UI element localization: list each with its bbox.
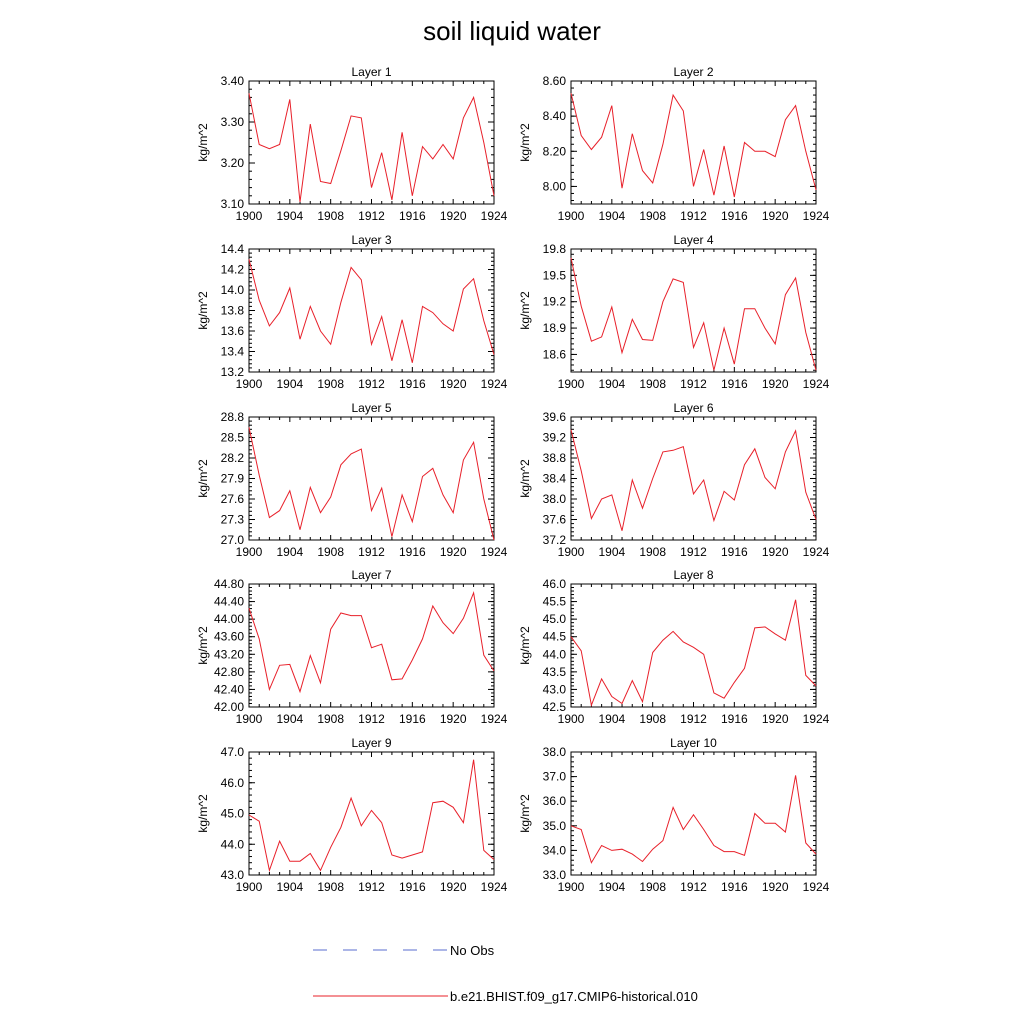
y-tick-label: 14.0 bbox=[220, 283, 244, 297]
legend bbox=[313, 943, 698, 1004]
y-tick-label: 33.0 bbox=[542, 868, 566, 882]
y-tick-label: 44.00 bbox=[213, 612, 244, 627]
y-tick-label: 38.4 bbox=[542, 471, 566, 486]
x-tick-label: 1908 bbox=[317, 377, 345, 391]
y-tick-label: 14.2 bbox=[220, 262, 244, 277]
y-tick-label: 35.0 bbox=[542, 818, 566, 833]
y-tick-label: 28.8 bbox=[220, 410, 244, 424]
x-tick-label: 1904 bbox=[598, 545, 626, 559]
x-tick-label: 1920 bbox=[439, 209, 467, 223]
y-axis-label: kg/m^2 bbox=[196, 626, 210, 665]
x-tick-label: 1904 bbox=[276, 880, 304, 894]
x-tick-label: 1900 bbox=[235, 880, 263, 894]
y-tick-label: 19.2 bbox=[542, 294, 566, 309]
y-tick-label: 34.0 bbox=[542, 843, 566, 858]
x-tick-label: 1904 bbox=[276, 377, 304, 391]
panel-title: Layer 1 bbox=[351, 65, 392, 79]
y-tick-label: 43.0 bbox=[220, 868, 244, 882]
x-tick-label: 1908 bbox=[639, 545, 667, 559]
x-tick-label: 1912 bbox=[680, 377, 707, 391]
series-line bbox=[249, 760, 494, 871]
y-axis-label: kg/m^2 bbox=[518, 794, 532, 833]
plot-frame bbox=[249, 249, 494, 372]
x-tick-label: 1920 bbox=[761, 880, 789, 894]
y-tick-label: 37.0 bbox=[542, 769, 566, 784]
y-tick-label: 13.4 bbox=[220, 344, 244, 359]
y-tick-label: 13.8 bbox=[220, 303, 244, 318]
y-tick-label: 8.20 bbox=[542, 144, 566, 159]
y-tick-label: 13.6 bbox=[220, 324, 244, 338]
x-tick-label: 1908 bbox=[639, 377, 667, 391]
x-tick-label: 1916 bbox=[720, 209, 748, 223]
series-line bbox=[249, 259, 494, 363]
y-tick-label: 28.5 bbox=[220, 430, 244, 445]
panel-title: Layer 8 bbox=[673, 568, 714, 582]
y-tick-label: 39.6 bbox=[542, 410, 566, 424]
x-tick-label: 1908 bbox=[317, 545, 345, 559]
panel-title: Layer 9 bbox=[351, 736, 392, 750]
panel-2 bbox=[518, 65, 830, 223]
y-axis-label: kg/m^2 bbox=[196, 291, 210, 330]
x-tick-label: 1904 bbox=[598, 880, 626, 894]
x-tick-label: 1916 bbox=[720, 712, 748, 726]
y-tick-label: 8.60 bbox=[542, 74, 566, 88]
x-tick-label: 1924 bbox=[802, 377, 830, 391]
series-line bbox=[571, 775, 816, 862]
series-line bbox=[571, 258, 816, 370]
x-tick-label: 1912 bbox=[680, 880, 707, 894]
x-tick-label: 1924 bbox=[802, 209, 830, 223]
y-axis-label: kg/m^2 bbox=[518, 123, 532, 162]
y-tick-label: 3.10 bbox=[220, 197, 244, 211]
x-tick-label: 1916 bbox=[720, 377, 748, 391]
panel-title: Layer 5 bbox=[351, 401, 392, 415]
x-tick-label: 1908 bbox=[639, 712, 667, 726]
x-tick-label: 1912 bbox=[680, 209, 707, 223]
x-tick-label: 1908 bbox=[317, 209, 345, 223]
y-tick-label: 45.0 bbox=[542, 612, 566, 627]
plot-frame bbox=[249, 417, 494, 540]
x-tick-label: 1900 bbox=[557, 377, 585, 391]
y-tick-label: 42.00 bbox=[213, 700, 244, 714]
series-line bbox=[571, 430, 816, 531]
y-tick-label: 27.3 bbox=[220, 512, 244, 527]
y-tick-label: 47.0 bbox=[220, 745, 244, 759]
panel-title: Layer 4 bbox=[673, 233, 714, 247]
y-tick-label: 44.0 bbox=[220, 837, 244, 852]
y-tick-label: 8.40 bbox=[542, 109, 566, 124]
x-tick-label: 1908 bbox=[639, 880, 667, 894]
y-axis-label: kg/m^2 bbox=[196, 794, 210, 833]
y-tick-label: 19.8 bbox=[542, 242, 566, 256]
y-tick-label: 37.2 bbox=[542, 533, 566, 547]
x-tick-label: 1924 bbox=[480, 377, 508, 391]
y-tick-label: 45.0 bbox=[220, 806, 244, 821]
x-tick-label: 1908 bbox=[639, 209, 667, 223]
y-tick-label: 45.5 bbox=[542, 594, 566, 609]
y-tick-label: 43.60 bbox=[213, 629, 244, 644]
x-tick-label: 1912 bbox=[358, 209, 385, 223]
y-tick-label: 43.20 bbox=[213, 647, 244, 662]
x-tick-label: 1924 bbox=[802, 545, 830, 559]
x-tick-label: 1908 bbox=[317, 712, 345, 726]
x-tick-label: 1904 bbox=[276, 545, 304, 559]
y-tick-label: 38.0 bbox=[542, 745, 566, 759]
series-line bbox=[249, 593, 494, 692]
x-tick-label: 1900 bbox=[557, 712, 585, 726]
x-tick-label: 1916 bbox=[720, 880, 748, 894]
x-tick-label: 1912 bbox=[358, 712, 385, 726]
series-line bbox=[249, 93, 494, 202]
x-tick-label: 1904 bbox=[598, 712, 626, 726]
y-tick-label: 44.0 bbox=[542, 647, 566, 662]
y-tick-label: 46.0 bbox=[220, 775, 244, 790]
series-line bbox=[571, 600, 816, 705]
x-tick-label: 1920 bbox=[761, 712, 789, 726]
y-tick-label: 8.00 bbox=[542, 179, 566, 194]
y-tick-label: 18.9 bbox=[542, 321, 566, 336]
y-tick-label: 36.0 bbox=[542, 794, 566, 809]
series-line bbox=[571, 93, 816, 197]
x-tick-label: 1920 bbox=[761, 209, 789, 223]
y-tick-label: 44.5 bbox=[542, 629, 566, 644]
y-tick-label: 3.30 bbox=[220, 115, 244, 129]
x-tick-label: 1912 bbox=[680, 545, 707, 559]
x-tick-label: 1916 bbox=[720, 545, 748, 559]
panel-10 bbox=[518, 736, 830, 894]
x-tick-label: 1920 bbox=[439, 880, 467, 894]
y-tick-label: 42.40 bbox=[213, 682, 244, 697]
x-tick-label: 1904 bbox=[598, 209, 626, 223]
panel-3 bbox=[196, 233, 508, 391]
y-tick-label: 13.2 bbox=[220, 365, 244, 379]
y-tick-label: 27.9 bbox=[220, 471, 244, 486]
y-tick-label: 46.0 bbox=[542, 577, 566, 591]
x-tick-label: 1924 bbox=[802, 712, 830, 726]
x-tick-label: 1920 bbox=[439, 712, 467, 726]
x-tick-label: 1904 bbox=[598, 377, 626, 391]
x-tick-label: 1900 bbox=[557, 880, 585, 894]
x-tick-label: 1920 bbox=[761, 545, 789, 559]
figure-title: soil liquid water bbox=[423, 16, 601, 46]
x-tick-label: 1924 bbox=[480, 712, 508, 726]
y-tick-label: 27.6 bbox=[220, 492, 244, 506]
x-tick-label: 1900 bbox=[235, 712, 263, 726]
y-tick-label: 39.2 bbox=[542, 430, 566, 445]
x-tick-label: 1916 bbox=[398, 880, 426, 894]
y-tick-label: 18.6 bbox=[542, 347, 566, 362]
x-tick-label: 1912 bbox=[358, 377, 385, 391]
x-tick-label: 1920 bbox=[761, 377, 789, 391]
plot-frame bbox=[571, 417, 816, 540]
y-tick-label: 3.40 bbox=[220, 74, 244, 88]
panel-5 bbox=[196, 401, 508, 559]
x-tick-label: 1920 bbox=[439, 377, 467, 391]
x-tick-label: 1920 bbox=[439, 545, 467, 559]
y-tick-label: 19.5 bbox=[542, 268, 566, 283]
y-tick-label: 28.2 bbox=[220, 451, 244, 465]
x-tick-label: 1908 bbox=[317, 880, 345, 894]
panels bbox=[196, 65, 830, 894]
panel-8 bbox=[518, 568, 830, 726]
y-axis-label: kg/m^2 bbox=[518, 291, 532, 330]
x-tick-label: 1900 bbox=[235, 209, 263, 223]
x-tick-label: 1900 bbox=[235, 545, 263, 559]
x-tick-label: 1900 bbox=[557, 209, 585, 223]
y-tick-label: 3.20 bbox=[220, 156, 244, 170]
y-tick-label: 27.0 bbox=[220, 533, 244, 547]
y-tick-label: 43.0 bbox=[542, 682, 566, 697]
legend-no-obs-label: No Obs bbox=[450, 943, 495, 958]
panel-6 bbox=[518, 401, 830, 559]
x-tick-label: 1900 bbox=[235, 377, 263, 391]
y-tick-label: 42.80 bbox=[213, 664, 244, 679]
panel-1 bbox=[196, 65, 508, 223]
panel-9 bbox=[196, 736, 508, 894]
y-tick-label: 37.6 bbox=[542, 512, 566, 527]
y-tick-label: 44.80 bbox=[213, 577, 244, 591]
x-tick-label: 1912 bbox=[680, 712, 707, 726]
x-tick-label: 1912 bbox=[358, 880, 385, 894]
x-tick-label: 1916 bbox=[398, 545, 426, 559]
plot-frame bbox=[249, 584, 494, 707]
y-axis-label: kg/m^2 bbox=[518, 459, 532, 498]
x-tick-label: 1924 bbox=[480, 880, 508, 894]
plot-frame bbox=[571, 752, 816, 875]
y-tick-label: 38.0 bbox=[542, 492, 566, 506]
y-tick-label: 14.4 bbox=[220, 242, 244, 256]
x-tick-label: 1900 bbox=[557, 545, 585, 559]
panel-7 bbox=[196, 568, 508, 726]
x-tick-label: 1924 bbox=[480, 209, 508, 223]
x-tick-label: 1924 bbox=[802, 880, 830, 894]
panel-title: Layer 3 bbox=[351, 233, 392, 247]
x-tick-label: 1904 bbox=[276, 712, 304, 726]
series-line bbox=[249, 427, 494, 540]
x-tick-label: 1904 bbox=[276, 209, 304, 223]
panel-title: Layer 7 bbox=[351, 568, 392, 582]
plot-frame bbox=[571, 249, 816, 372]
panel-title: Layer 2 bbox=[673, 65, 714, 79]
y-tick-label: 38.8 bbox=[542, 451, 566, 465]
y-tick-label: 44.40 bbox=[213, 594, 244, 609]
y-tick-label: 43.5 bbox=[542, 664, 566, 679]
panel-4 bbox=[518, 233, 830, 391]
x-tick-label: 1924 bbox=[480, 545, 508, 559]
y-axis-label: kg/m^2 bbox=[196, 459, 210, 498]
x-tick-label: 1916 bbox=[398, 209, 426, 223]
y-axis-label: kg/m^2 bbox=[518, 626, 532, 665]
x-tick-label: 1912 bbox=[358, 545, 385, 559]
panel-title: Layer 6 bbox=[673, 401, 714, 415]
panel-title: Layer 10 bbox=[670, 736, 717, 750]
x-tick-label: 1916 bbox=[398, 377, 426, 391]
x-tick-label: 1916 bbox=[398, 712, 426, 726]
y-axis-label: kg/m^2 bbox=[196, 123, 210, 162]
y-tick-label: 42.5 bbox=[542, 700, 566, 714]
legend-model-label: b.e21.BHIST.f09_g17.CMIP6-historical.010 bbox=[450, 989, 698, 1004]
